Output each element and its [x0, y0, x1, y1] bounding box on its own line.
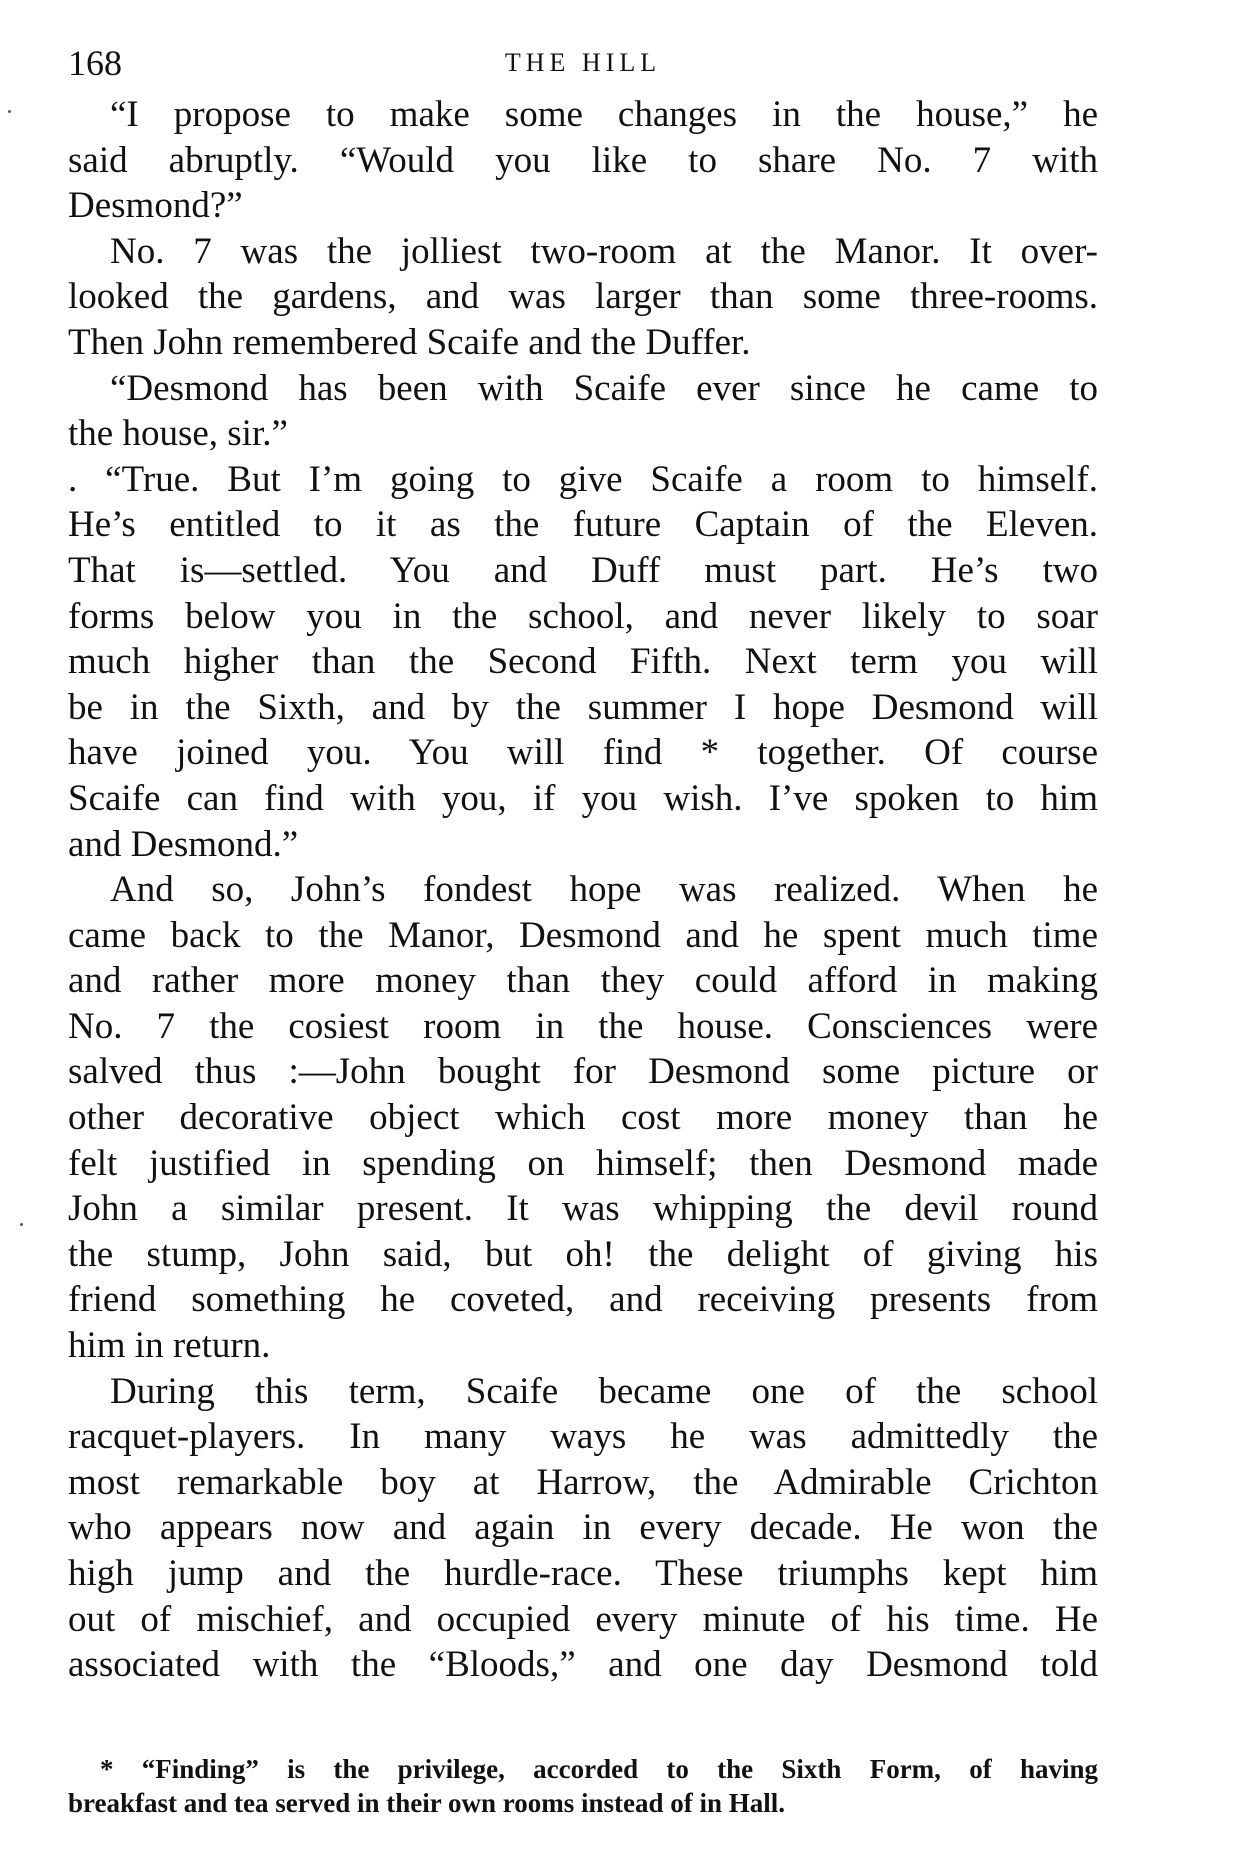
text-line: “I propose to make some changes in the house,” he: [110, 94, 1098, 135]
text-line: and Desmond.”: [68, 823, 299, 865]
text-line: During this term, Scaife became one of the school: [110, 1370, 1098, 1412]
text-line: high jump and the hurdle-race. These triumphs kept him: [68, 1553, 1098, 1594]
scan-speck: [20, 1223, 23, 1226]
text-line: No. 7 the cosiest room in the house. Consciences were: [68, 1005, 1098, 1047]
text-line: That is—settled. You and Duff must part. He’s two: [68, 549, 1098, 591]
body-text: [68, 92, 1098, 1688]
text-line: and rather more money than they could afford in making: [68, 960, 1098, 1002]
text-line: associated with the “Bloods,” and one day Desmond told: [68, 1644, 1098, 1686]
paragraph-1: [68, 92, 1098, 229]
page-header: [68, 38, 1098, 88]
text-line: racquet-players. In many ways he was admittedly the: [68, 1416, 1098, 1458]
text-line: other decorative object which cost more money than he: [68, 1097, 1098, 1139]
text-line: Scaife can find with you, if you wish. I’ve spoken to him: [68, 777, 1098, 819]
text-line: have joined you. You will find * together. Of course: [68, 732, 1098, 774]
scan-speck: [8, 110, 11, 113]
text-line: No. 7 was the jolliest two-room at the Manor. It over-: [110, 230, 1098, 272]
text-line: most remarkable boy at Harrow, the Admirable Crichton: [68, 1461, 1098, 1503]
text-line: “Desmond has been with Scaife ever since he came to: [110, 367, 1098, 409]
text-line: forms below you in the school, and never likely to soar: [68, 595, 1098, 637]
text-line: And so, John’s fondest hope was realized. When he: [110, 869, 1098, 911]
text-line: much higher than the Second Fifth. Next term you will: [68, 641, 1098, 683]
text-line: Desmond?”: [68, 185, 243, 227]
running-title: THE HILL: [504, 48, 662, 77]
text-line: He’s entitled to it as the future Captain of the Eleven.: [68, 504, 1098, 546]
text-line: be in the Sixth, and by the summer I hope Desmond will: [68, 686, 1098, 728]
text-line: came back to the Manor, Desmond and he spent much time: [68, 914, 1098, 956]
text-line: said abruptly. “Would you like to share No. 7 with: [68, 139, 1098, 181]
text-line: . “True. But I’m going to give Scaife a room to himself.: [68, 458, 1098, 500]
footnote: [68, 1752, 1098, 1820]
footnote-line: * “Finding” is the privilege, accorded to the Sixth Form, of having: [100, 1754, 1098, 1784]
text-line: John a similar present. It was whipping the devil round: [68, 1188, 1098, 1230]
paragraph-6: [68, 1369, 1098, 1688]
footnote-line: breakfast and tea served in their own rooms instead of in Hall.: [68, 1788, 786, 1818]
text-line: salved thus :—John bought for Desmond some picture or: [68, 1051, 1098, 1093]
text-line: friend something he coveted, and receiving presents from: [68, 1279, 1098, 1321]
text-line: Then John remembered Scaife and the Duffer.: [68, 321, 751, 363]
text-line: the house, sir.”: [68, 413, 288, 455]
paragraph-3: [68, 366, 1098, 457]
text-line: out of mischief, and occupied every minute of his time. He: [68, 1598, 1098, 1640]
page-number: 168: [68, 43, 122, 83]
text-line: who appears now and again in every decade. He won the: [68, 1507, 1098, 1549]
paragraph-5: [68, 867, 1098, 1369]
paragraph-2: [68, 229, 1098, 366]
text-line: felt justified in spending on himself; then Desmond made: [68, 1142, 1098, 1184]
text-line: looked the gardens, and was larger than some three-rooms.: [68, 276, 1098, 318]
paragraph-4: [68, 457, 1098, 867]
text-line: the stump, John said, but oh! the delight of giving his: [68, 1233, 1098, 1275]
text-line: him in return.: [68, 1325, 271, 1367]
